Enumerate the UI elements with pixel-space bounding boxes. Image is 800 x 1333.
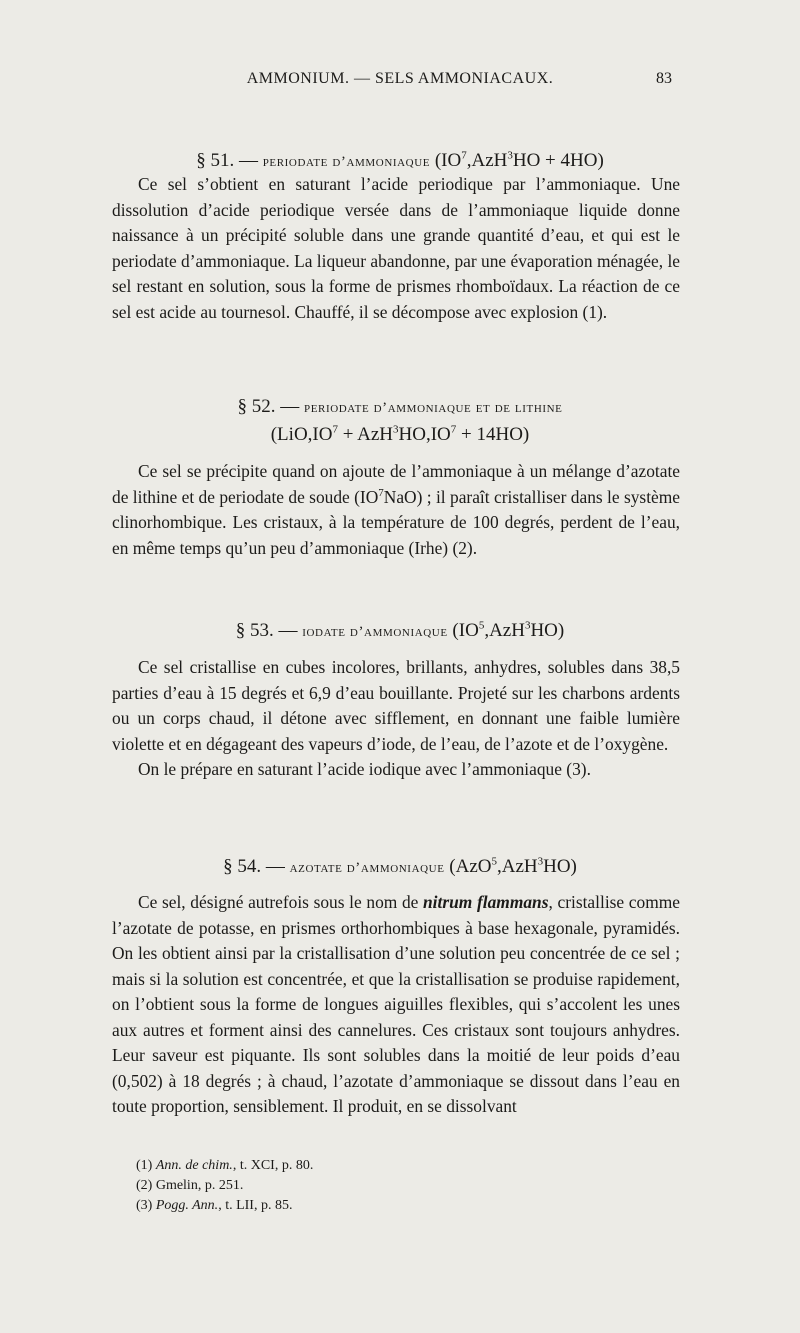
section-number: § 52. — — [237, 396, 300, 417]
section-body-51 — [112, 172, 680, 325]
paragraph: Ce sel s’obtient en saturant l’acide periodique par l’ammoniaque. Une dissolution d’acide periodique versée dans de l’ammoniaque liquide donne naissance à un précipité soluble dans une grande quantité d’eau, et qui est le periodate d’ammoniaque. La liqueur abandonne, par une évaporation ménagée, le sel restant en solution, sous la forme de prismes rhomboïdaux. La réaction de ce sel est acide au tournesol. Chauffé, il se décompose avec explosion (1). — [112, 174, 680, 322]
paragraph: Ce sel se précipite quand on ajoute de l’ammoniaque à un mélange d’azotate de lithine et de periodate de soude $(IO^7NaO)$ ; il paraît cristalliser dans le système clinorhombique. Les cristaux, à la température de 100 degrés, perdent de l’eau, en même temps qu’un peu d’ammoniaque (Irhe) (2). — [112, 461, 680, 558]
footnote — [136, 1196, 313, 1216]
section-number: § 53. — — [235, 620, 298, 641]
running-header — [0, 70, 800, 100]
footnote-text: Gmelin, p. 251. — [155, 1178, 244, 1193]
section-name: periodate d’ammoniaque — [262, 154, 431, 170]
footnote-number: (1) — [136, 1158, 153, 1173]
footnote-number: (3) — [136, 1198, 153, 1213]
paragraph: Ce sel cristallise en cubes incolores, brillants, anhydres, solubles dans 38,5 parties d’eau à 15 degrés et 6,9 d’eau bouillante. Projeté sur les charbons ardents ou un corps chaud, il détone avec sifflement, en donnant une faible lumière violette et en dégageant des vapeurs d’iode, de l’eau, de l’azote et de l’oxygène. — [112, 657, 680, 754]
section-body-53 — [112, 655, 680, 783]
header-title: AMMONIUM. — SELS AMMONIACAUX. — [246, 70, 554, 87]
section-formula: $(IO^5,AzH^3HO)$ — [452, 619, 565, 641]
footnote-text: Ann. de chim., t. XCI, p. 80. — [155, 1158, 314, 1173]
section-name: periodate d’ammoniaque et de lithine — [303, 400, 563, 416]
section-heading-53 — [110, 620, 690, 642]
section-formula: $(IO^7,AzH^3HO + 4HO)$ — [434, 149, 604, 171]
paragraph: On le prépare en saturant l’acide iodique avec l’ammoniaque (3). — [138, 759, 591, 779]
section-number: § 51. — — [196, 150, 258, 171]
section-name: azotate d’ammoniaque — [289, 860, 445, 876]
footnote — [136, 1156, 313, 1176]
section-body-52 — [112, 459, 680, 561]
footnote-number: (2) — [136, 1178, 153, 1193]
section-formula: (AzO$^5$,AzH$^3$HO) — [449, 855, 577, 877]
section-heading-51 — [110, 150, 690, 172]
footnote-text: Pogg. Ann., t. LII, p. 85. — [155, 1198, 293, 1213]
section-body-54 — [112, 890, 680, 1120]
paragraph: Ce sel, désigné autrefois sous le nom de nitrum flammans, cristallise comme l’azotate de potasse, en prismes orthorhombiques à base hexagonale, pyramidés. On les obtient ainsi par la cristallisation d’une solution peu concentrée de ce sel ; mais si la solution est concentrée, et que la cristallisation se produise rapidement, on l’obtient sous la forme de longues aiguilles flexibles, qui s’accolent les unes aux autres et forment ainsi des cannelures. Ces cristaux sont toujours anhydres. Leur saveur est piquante. Ils sont solubles dans la moitié de leur poids d’eau (0,502) à 18 degrés ; à chaud, l’azotate d’ammoniaque se dissout dans l’eau en toute proportion, sensiblement. Il produit, en se dissolvant — [112, 892, 680, 1116]
footnotes — [136, 1156, 313, 1216]
page-number: 83 — [656, 70, 672, 87]
section-heading-52 — [110, 396, 690, 418]
section-number: § 54. — — [223, 856, 285, 877]
section-formula-52 — [110, 424, 690, 446]
section-name: iodate d’ammoniaque — [302, 624, 448, 640]
section-formula: $(LiO,IO^7 + AzH^3HO,IO^7 + 14HO)$ — [270, 423, 530, 445]
section-heading-54 — [110, 856, 690, 878]
footnote — [136, 1176, 313, 1196]
